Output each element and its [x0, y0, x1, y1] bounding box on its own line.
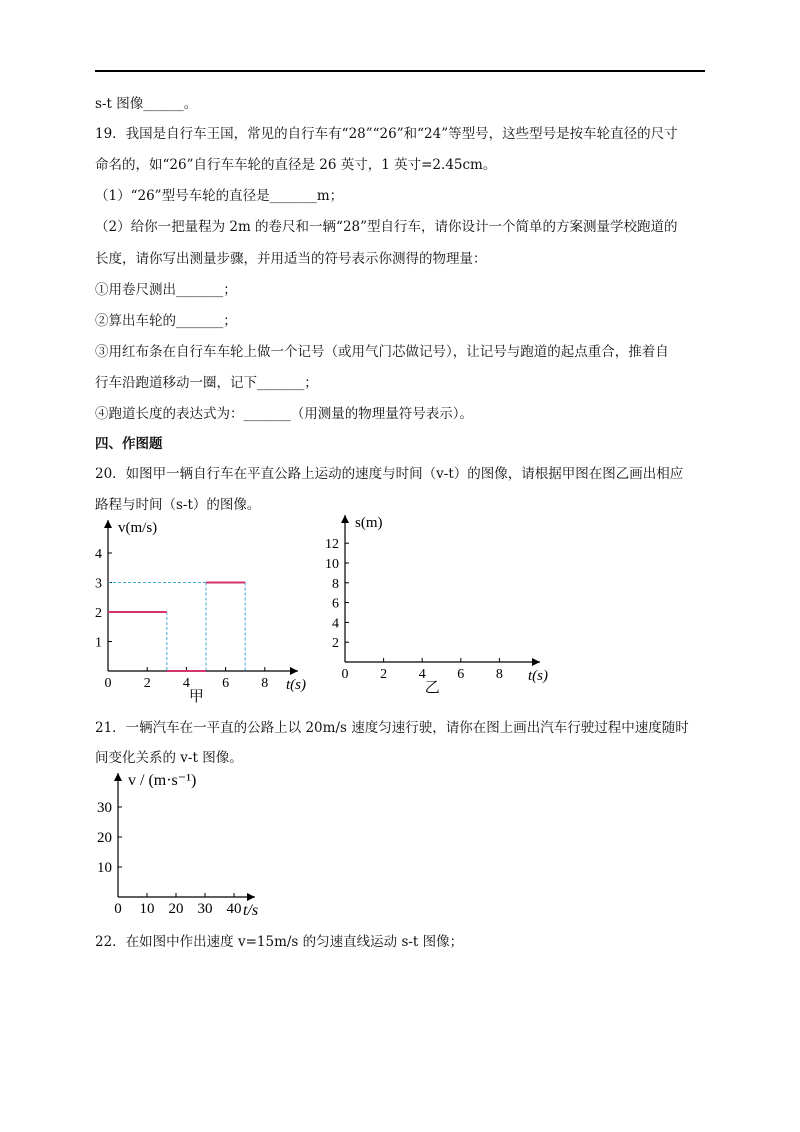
y-axis-label: v(m/s)	[118, 520, 158, 536]
text-line: ②算出车轮的_______；	[95, 313, 237, 329]
question-21: 21．一辆汽车在一平直的公路上以 20m/s 速度匀速行驶，请你在图上画出汽车行驶过程中速度随时	[95, 720, 689, 736]
text-line: 长度，请你写出测量步骤，并用适当的符号表示你测得的物理量：	[95, 251, 487, 267]
x-tick-label: 8	[261, 676, 269, 691]
x-tick-label: 6	[222, 676, 230, 691]
x-tick-label: 4	[182, 676, 190, 691]
x-tick-label: 6	[457, 667, 465, 682]
x-tick-label: 10	[139, 901, 155, 917]
chart-caption: 乙	[424, 680, 440, 696]
x-tick-label: 8	[495, 667, 503, 682]
text-line: ④跑道长度的表达式为：_______（用测量的物理量符号表示）。	[95, 406, 473, 422]
text-line: （1）“26”型号车轮的直径是_______m；	[95, 188, 344, 204]
y-tick-label: 30	[97, 800, 112, 816]
question-19: 19．我国是自行车王国，常见的自行车有“28”“26”和“24”等型号，这些型号是按车轮直径的尺寸	[95, 126, 678, 142]
text-line: 命名的，如“26”自行车车轮的直径是 26 英寸，1 英寸=2.45cm。	[95, 157, 497, 173]
y-tick-label: 3	[95, 576, 102, 592]
y-tick-label: 8	[332, 576, 339, 592]
text-line: 行车沿跑道移动一圈，记下_______；	[95, 375, 318, 391]
y-tick-label: 2	[95, 606, 102, 621]
x-axis-label: t/s	[243, 902, 259, 919]
section-heading: 四、作图题	[95, 436, 163, 452]
text-line: ①用卷尺测出_______；	[95, 282, 237, 298]
y-axis-label: s(m)	[355, 515, 383, 531]
y-tick-label: 6	[332, 596, 339, 612]
y-tick-label: 4	[95, 547, 102, 562]
chart-caption: 甲	[188, 689, 204, 705]
y-axis-arrow	[114, 773, 122, 781]
question-22: 22．在如图中作出速度 v=15m/s 的匀速直线运动 s-t 图像；	[95, 934, 464, 950]
y-axis-label: v / (m·s⁻¹)	[128, 772, 197, 789]
y-tick-label: 12	[325, 537, 339, 553]
x-axis-arrow	[247, 893, 255, 901]
y-tick-label: 10	[97, 860, 112, 876]
text-line: 路程与时间（s-t）的图像。	[95, 497, 261, 513]
text-line: ③用红布条在自行车车轮上做一个记号（或用气门芯做记号），让记号与跑道的起点重合，推着自	[95, 344, 669, 360]
y-tick-label: 10	[325, 557, 339, 572]
x-tick-label: 0	[104, 676, 112, 691]
y-tick-label: 4	[332, 616, 339, 632]
text-line: 间变化关系的 v-t 图像。	[95, 750, 243, 766]
y-axis-arrow	[104, 520, 112, 528]
x-axis-label: t(s)	[286, 677, 306, 693]
text-line: s-t 图像______。	[95, 96, 198, 112]
y-tick-label: 1	[95, 635, 102, 651]
x-tick-label: 20	[168, 901, 184, 917]
y-axis-arrow	[341, 515, 349, 523]
x-tick-label: 40	[226, 901, 242, 917]
question-20: 20．如图甲一辆自行车在平直公路上运动的速度与时间（v-t）的图像，请根据甲图在图乙画出相应	[95, 466, 684, 482]
x-tick-label: 4	[418, 667, 426, 682]
x-tick-label: 0	[341, 667, 349, 682]
y-tick-label: 2	[332, 636, 339, 652]
x-tick-label: 30	[197, 901, 213, 917]
x-axis-label: t(s)	[528, 668, 548, 684]
x-tick-label: 2	[380, 667, 388, 682]
x-tick-label: 0	[114, 901, 122, 917]
x-axis-arrow	[290, 667, 298, 675]
text-line: （2）给你一把量程为 2m 的卷尺和一辆“28”型自行车，请你设计一个简单的方案测量学校跑道的	[95, 219, 678, 235]
x-axis-arrow	[532, 658, 540, 666]
y-tick-label: 20	[97, 830, 112, 846]
x-tick-label: 2	[143, 676, 151, 691]
